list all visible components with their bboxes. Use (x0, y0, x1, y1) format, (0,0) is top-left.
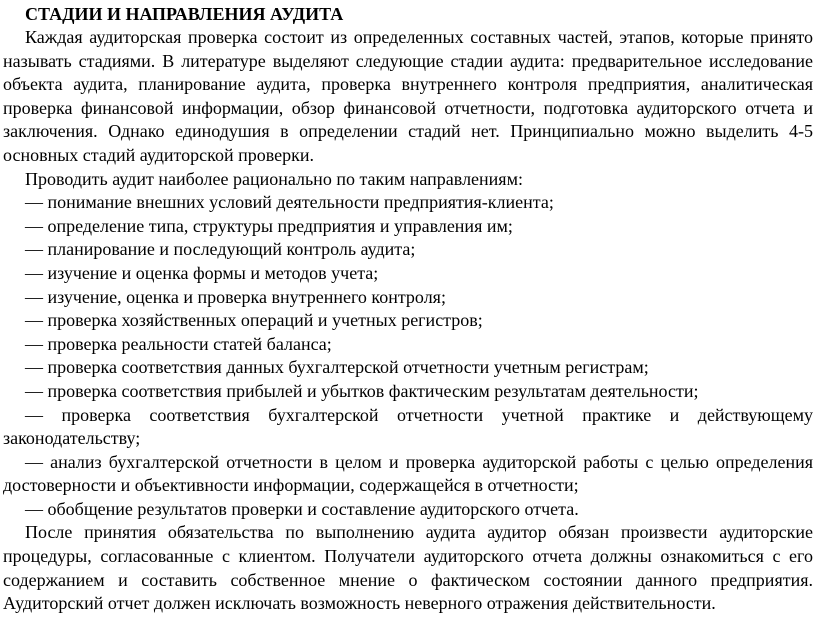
list-item: — изучение, оценка и проверка внутреннего контроля; (25, 286, 446, 307)
list-item: — изучение и оценка формы и методов учета; (25, 262, 379, 283)
lead-paragraph: Проводить аудит наиболее рационально по таким направлениям: (25, 168, 523, 189)
list-item: — определение типа, структуры предприятия и управления им; (25, 215, 513, 236)
closing-paragraph: После принятия обязательства по выполнению аудита аудитор обязан произвести аудиторские процедуры, согласованные с клиентом. Получатели аудиторского отчета должны ознакомиться с его содержанием и составить собственное мнение о фактическом состоянии данного предприятия. Аудиторский отчет должен исключать возможность неверного отражения действительности. (3, 522, 813, 614)
directions-list (3, 191, 813, 521)
intro-paragraph: Каждая аудиторская проверка состоит из определенных составных частей, этапов, которые принято называть стадиями. В литературе выделяют следующие стадии аудита: предварительное исследование объекта аудита, планирование аудита, проверка внутреннего контроля предприятия, аналитическая проверка финансовой информации, обзор финансовой отчетности, подготовка аудиторского отчета и заключения. Однако единодушия в определении стадий нет. Принципиально можно выделить 4-5 основных стадий аудиторской проверки. (3, 27, 813, 165)
document-title: СТАДИИ И НАПРАВЛЕНИЯ АУДИТА (25, 4, 344, 24)
list-item: — проверка реальности статей баланса; (25, 333, 332, 354)
list-item: — обобщение результатов проверки и составление аудиторского отчета. (25, 498, 579, 519)
list-item: — проверка соответствия прибылей и убытков фактическим результатам деятельности; (25, 380, 699, 401)
list-item: — планирование и последующий контроль аудита; (25, 239, 416, 260)
list-item: — проверка соответствия бухгалтерской отчетности учетной практике и действующему законодательству; (3, 404, 813, 449)
list-item: — понимание внешних условий деятельности предприятия-клиента; (25, 192, 554, 213)
list-item: — проверка соответствия данных бухгалтерской отчетности учетным регистрам; (25, 357, 649, 378)
list-item: — проверка хозяйственных операций и учетных регистров; (25, 310, 483, 331)
list-item: — анализ бухгалтерской отчетности в целом и проверка аудиторской работы с целью определения достоверности и объективности информации, содержащейся в отчетности; (3, 451, 813, 496)
